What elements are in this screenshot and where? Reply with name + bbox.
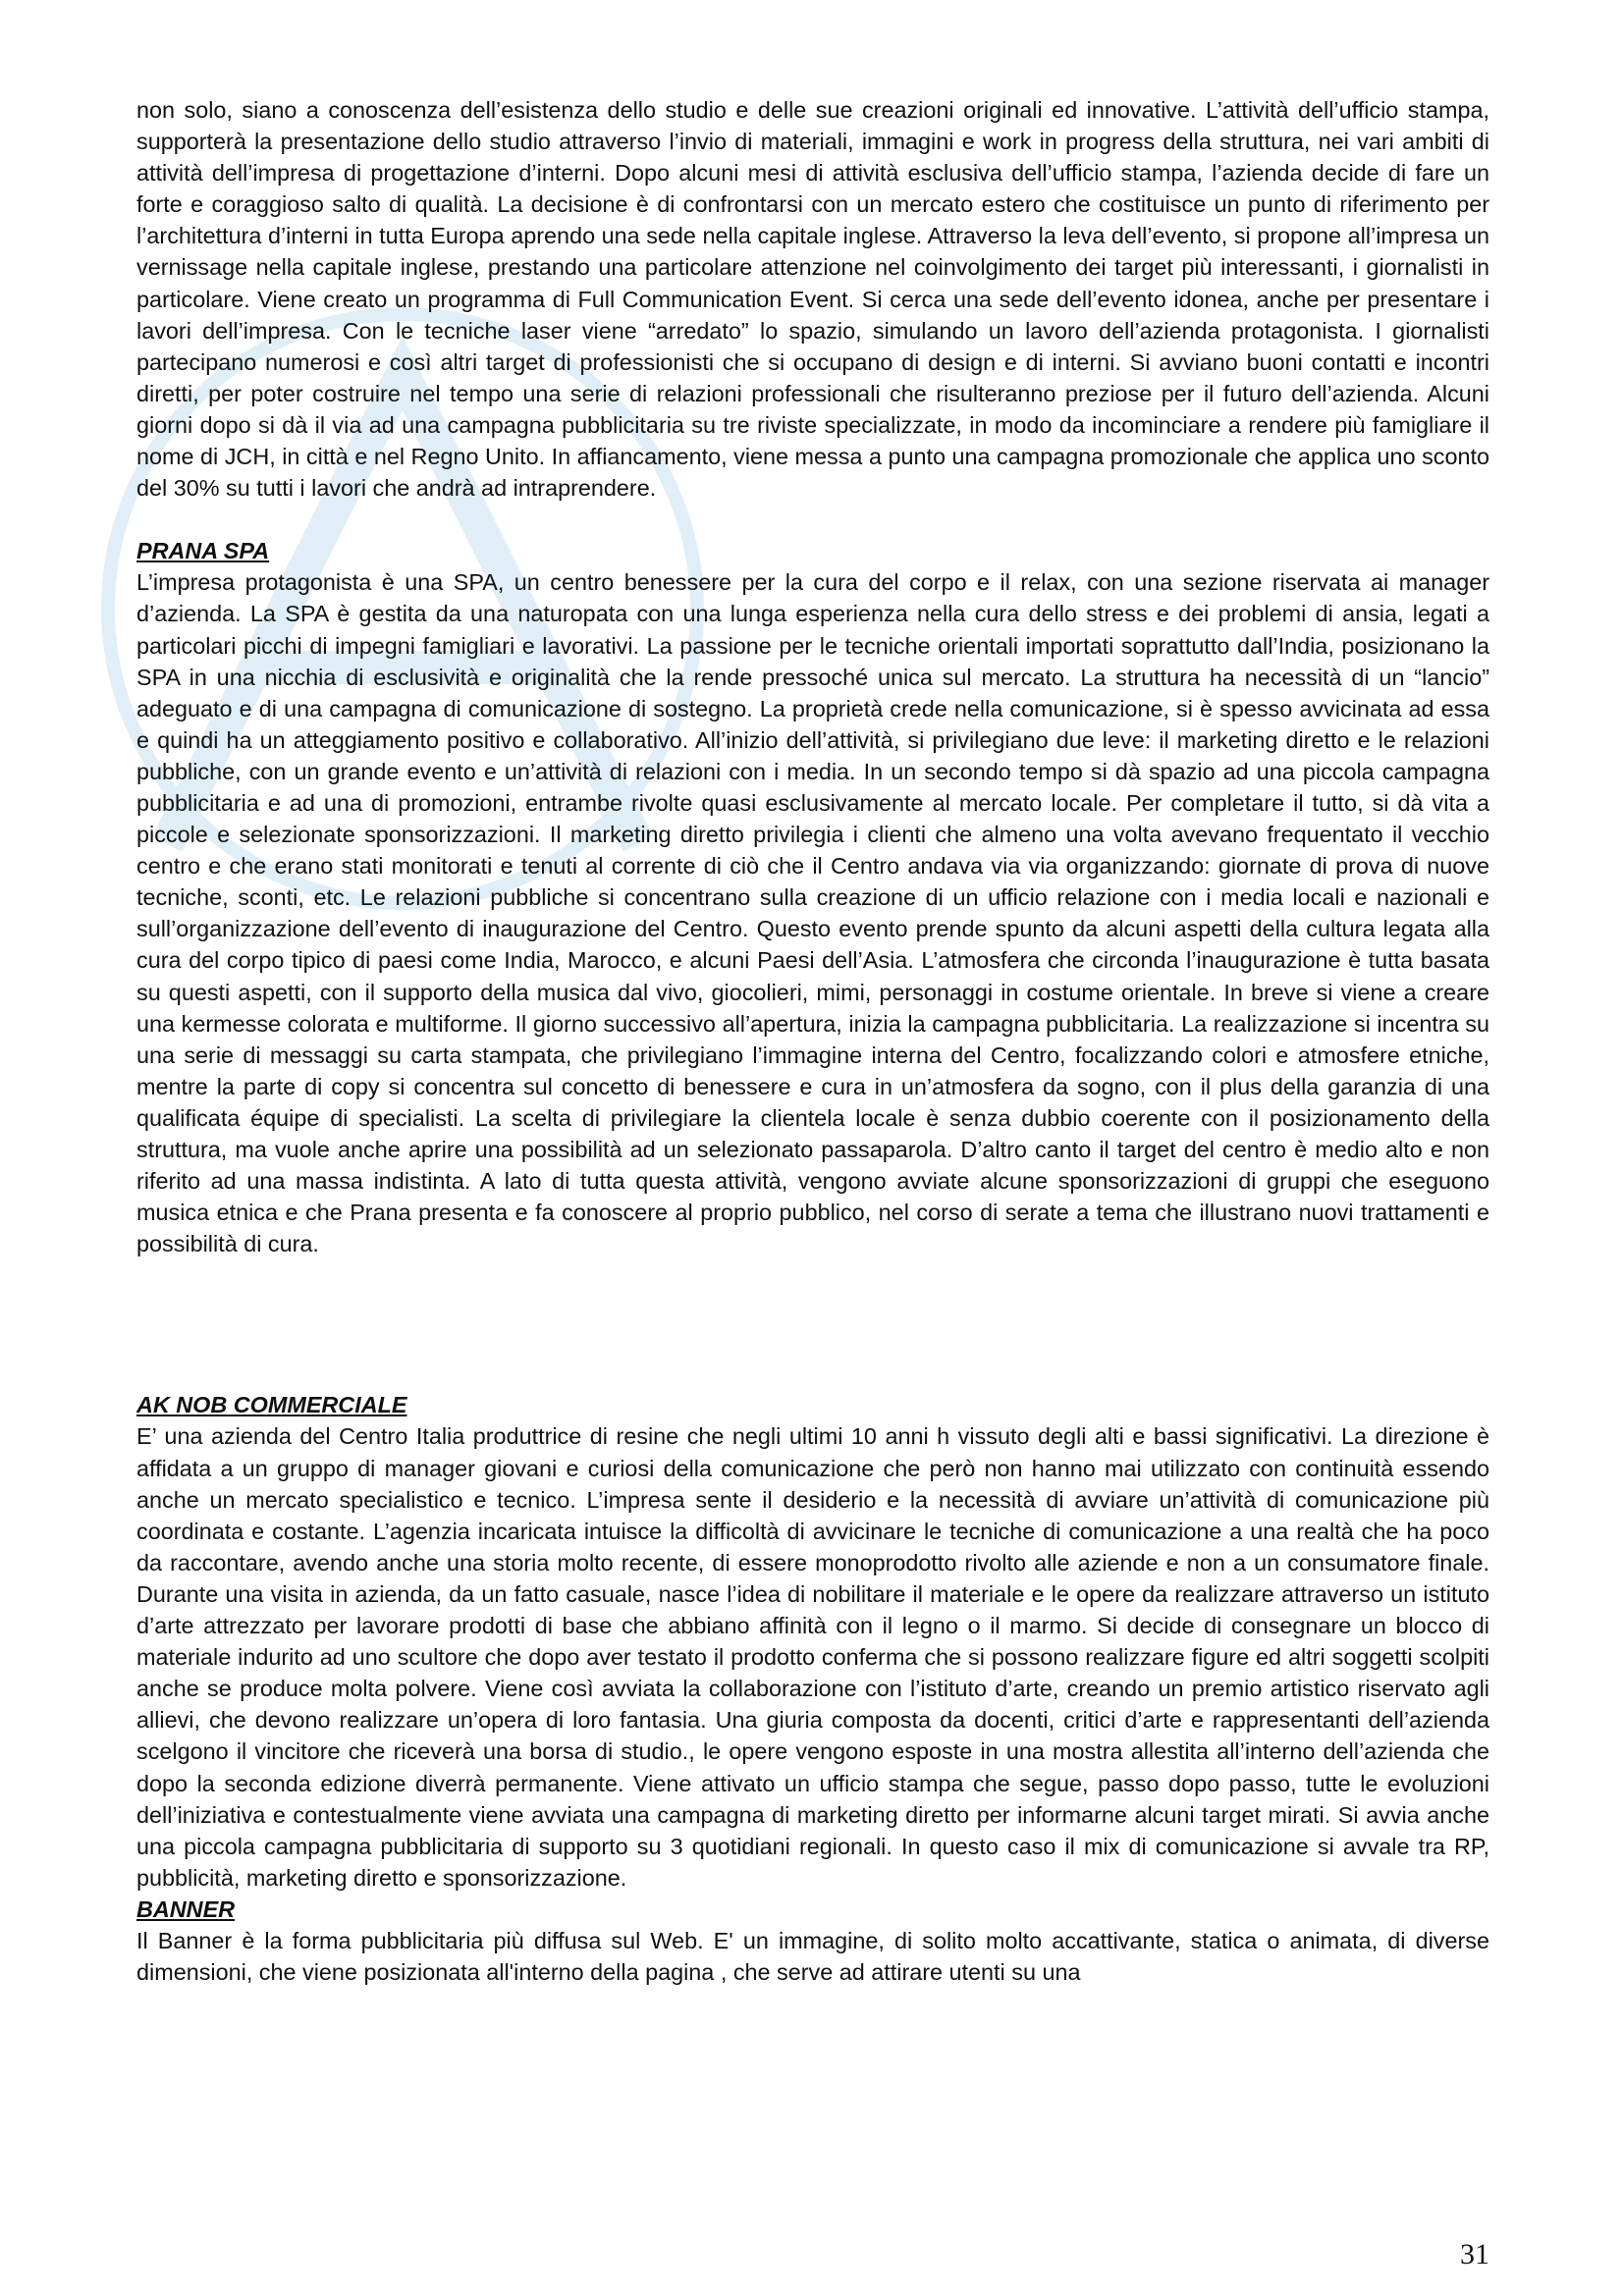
heading-banner: BANNER [136, 1896, 236, 1922]
paragraph-prana-spa: L’impresa protagonista è una SPA, un centro benessere per la cura del corpo e il relax, con una sezione riservata ai manager d’azienda. La SPA è gestita da una naturopata con una lunga esperienza nella cura dello stress e dei problemi di ansia, legati a particolari picchi di impegni famigliari e lavorativi. La passione per le tecniche orientali importati soprattutto dall’India, posizionano la SPA in una nicchia di esclusività e originalità che la rende pressoché unica sul mercato. La struttura ha necessità di un “lancio” adeguato e di una campagna di comunicazione di sostegno. La proprietà crede nella comunicazione, si è spesso avvicinata ad essa e quindi ha un atteggiamento positivo e collaborativo. All’inizio dell’attività, si privilegiano due leve: il marketing diretto e le relazioni pubbliche, con un grande evento e un’attività di relazioni con i media. In un secondo tempo si dà spazio ad una piccola campagna pubblicitaria e ad una di promozioni, entrambe rivolte quasi esclusivamente al mercato locale. Per completare il tutto, si dà vita a piccole e selezionate sponsorizzazioni. Il marketing diretto privilegia i clienti che almeno una volta avevano frequentato il vecchio centro e che erano stati monitorati e tenuti al corrente di ciò che il Centro andava via via organizzando: giornate di prova di nuove tecniche, sconti, etc. Le relazioni pubbliche si concentrano sulla creazione di un ufficio relazione con i media locali e nazionali e sull’organizzazione dell’evento di inaugurazione del Centro. Questo evento prende spunto da alcuni aspetti della cultura legata alla cura del corpo tipico di paesi come India, Marocco, e alcuni Paesi dell’Asia. L’atmosfera che circonda l’inaugurazione è tutta basata su questi aspetti, con il supporto della musica dal vivo, giocolieri, mimi, personaggi in costume orientale. In breve si viene a creare una kermesse colorata e multiforme. Il giorno successivo all’apertura, inizia la campagna pubblicitaria. La realizzazione si incentra su una serie di messaggi su carta stampata, che privilegiano l’immagine interna del Centro, focalizzando colori e atmosfere etniche, mentre la parte di copy si concentra sul concetto di benessere e cura in un’atmosfera da sogno, con il plus della garanzia di una qualificata équipe di specialisti. La scelta di privilegiare la clientela locale è senza dubbio coerente con il posizionamento della struttura, ma vuole anche aprire una possibilità ad un selezionato passaparola. D’altro canto il target del centro è medio alto e non riferito ad una massa indistinta. A lato di tutta questa attività, vengono avviate alcune sponsorizzazioni di gruppi che eseguono musica etnica e che Prana presenta e fa conoscere al proprio pubblico, nel corso di serate a tema che illustrano nuovi trattamenti e possibilità di cura. [136, 569, 1489, 1257]
spacer [136, 504, 1489, 535]
heading-prana-spa: PRANA SPA [136, 538, 270, 564]
paragraph-banner: Il Banner è la forma pubblicitaria più diffusa sul Web. E' un immagine, di solito molto accattivante, statica o animata, di diverse dimensioni, che viene posizionata all'interno della pagina , che serve ad attirare utenti su una [136, 1927, 1489, 1986]
paragraph-intro: non solo, siano a conoscenza dell’esistenza dello studio e delle sue creazioni originali ed innovative. L’attività dell’ufficio stampa, supporterà la presentazione dello studio attraverso l’invio di materiali, immagini e work in progress della struttura, nei vari ambiti di attività dell’impresa di progettazione d’interni. Dopo alcuni mesi di attività esclusiva dell’ufficio stampa, l’azienda decide di fare un forte e coraggioso salto di qualità. La decisione è di confrontarsi con un mercato estero che costituisce un punto di riferimento per l’architettura d’interni in tutta Europa aprendo una sede nella capitale inglese. Attraverso la leva dell’evento, si propone all’impresa un vernissage nella capitale inglese, prestando una particolare attenzione nel coinvolgimento dei target più interessanti, i giornalisti in particolare. Viene creato un programma di Full Communication Event. Si cerca una sede dell’evento idonea, anche per presentare i lavori dell’impresa. Con le tecniche laser viene “arredato” lo spazio, simulando un lavoro dell’azienda protagonista. I giornalisti partecipano numerosi e così altri target di professionisti che si occupano di design e di interni. Si avviano buoni contatti e incontri diretti, per poter costruire nel tempo una serie di relazioni professionali che risulteranno preziose per il futuro dell’azienda. Alcuni giorni dopo si dà il via ad una campagna pubblicitaria su tre riviste specializzate, in modo da incominciare a rendere più famigliare il nome di JCH, in città e nel Regno Unito. In affiancamento, viene messa a punto una campagna promozionale che applica uno sconto del 30% su tutti i lavori che andrà ad intraprendere. [136, 97, 1489, 502]
paragraph-ak-nob: E’ una azienda del Centro Italia produttrice di resine che negli ultimi 10 anni h vissuto degli alti e bassi significativi. La direzione è affidata a un gruppo di manager giovani e curiosi della comunicazione che però non hanno mai utilizzato con continuità essendo anche un mercato specialistico e tecnico. L’impresa sente il desiderio e la necessità di avviare un’attività di comunicazione più coordinata e costante. L’agenzia incaricata intuisce la difficoltà di avvicinare le tecniche di comunicazione a una realtà che ha poco da raccontare, avendo anche una storia molto recente, di essere monoprodotto rivolto alle aziende e non a un consumatore finale. Durante una visita in azienda, da un fatto casuale, nasce l’idea di nobilitare il materiale e le opere da realizzare attraverso un istituto d’arte attrezzato per lavorare prodotti di base che abbiano affinità con il legno o il marmo. Si decide di consegnare un blocco di materiale indurito ad uno scultore che dopo aver testato il prodotto conferma che si possono realizzare figure ed altri soggetti scolpiti anche se produce molta polvere. Viene così avviata la collaborazione con l’istituto d’arte, creando un premio artistico riservato agli allievi, che devono realizzare un’opera di loro fantasia. Una giuria composta da docenti, critici d’arte e rappresentanti dell’azienda scelgono il vincitore che riceverà una borsa di studio., le opere vengono esposte in una mostra allestita all’interno dell’azienda che dopo la seconda edizione diverrà permanente. Viene attivato un ufficio stampa che segue, passo dopo passo, tutte le evoluzioni dell’iniziativa e contestualmente viene avviata una campagna di marketing diretto per informarne alcuni target mirati. Si avvia anche una piccola campagna pubblicitaria di supporto su 3 quotidiani regionali. In questo caso il mix di comunicazione si avvale tra RP, pubblicità, marketing diretto e sponsorizzazione. [136, 1423, 1489, 1891]
heading-ak-nob: AK NOB COMMERCIALE [136, 1392, 407, 1418]
spacer [136, 1259, 1489, 1389]
page-number: 31 [1460, 2238, 1489, 2270]
document-body [136, 94, 1489, 1988]
